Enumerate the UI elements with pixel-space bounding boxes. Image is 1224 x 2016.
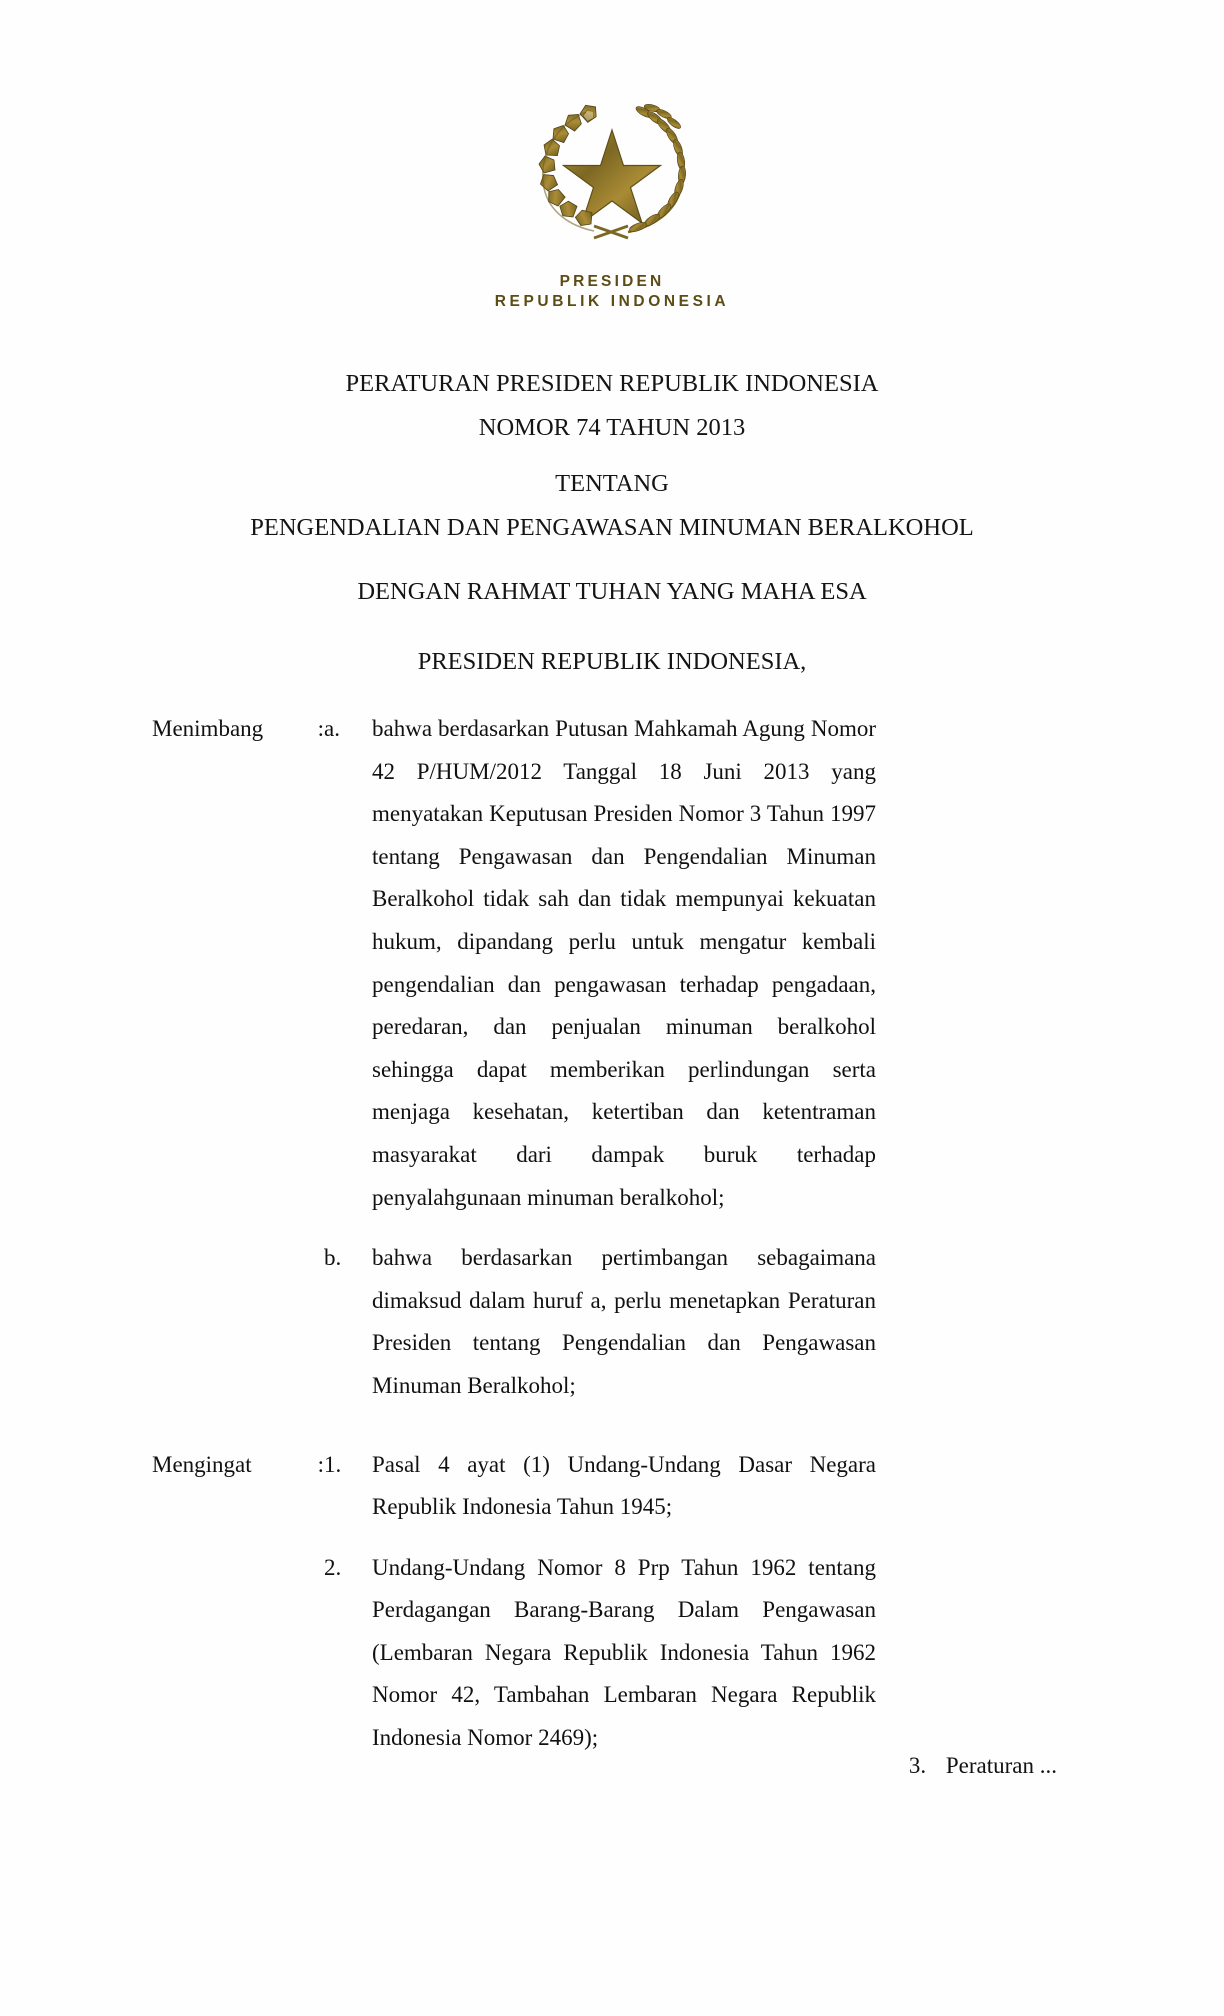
invocation-line: DENGAN RAHMAT TUHAN YANG MAHA ESA <box>357 578 867 605</box>
clause-gap <box>0 1219 1224 1237</box>
consideration-text-b: bahwa berdasarkan pertimbangan sebagaimana dimaksud dalam huruf a, perlu menetapkan Peraturan Presiden tentang Pengendalian dan Pengawasan Minuman Beralkohol; <box>372 1245 876 1398</box>
legal-basis-text-1: Pasal 4 ayat (1) Undang-Undang Dasar Negara Republik Indonesia Tahun 1945; <box>372 1451 876 1520</box>
regulation-number: NOMOR 74 TAHUN 2013 <box>478 414 746 441</box>
consideration-item-a <box>0 708 1224 1219</box>
emblem-caption <box>0 272 1224 312</box>
page-title: PERATURAN PRESIDEN REPUBLIK INDONESIA <box>345 370 879 397</box>
menimbang-label-cell <box>152 708 324 751</box>
emblem-caption-line2: REPUBLIK INDONESIA <box>494 293 730 310</box>
consideration-marker-b: b. <box>324 1245 342 1271</box>
menimbang-colon: : <box>317 716 324 741</box>
tentang-label: TENTANG <box>555 470 669 497</box>
page-catchword <box>0 1745 1224 1788</box>
document-title-block <box>0 362 1224 684</box>
emblem-block <box>0 92 1224 247</box>
consideration-text-a: bahwa berdasarkan Putusan Mahkamah Agung Nomor 42 P/HUM/2012 Tanggal 18 Juni 2013 yang menyatakan Keputusan Presiden Nomor 3 Tahun 1997 tentang Pengawasan dan Pengendalian Minuman Beralkohol tidak sah dan tidak mempunyai kekuatan hukum, dipandang perlu untuk mengatur kembali pengendalian dan pengawasan terhadap pengadaan, peredaran, dan penjualan minuman beralkohol sehingga dapat memberikan perlindungan serta menjaga kesehatan, ketertiban dan ketentraman masyarakat dari dampak buruk terhadap penyalahgunaan minuman beralkohol; <box>372 716 876 1210</box>
legal-basis-item-2 <box>0 1547 1224 1760</box>
regulation-subject: PENGENDALIAN DAN PENGAWASAN MINUMAN BERALKOHOL <box>250 514 974 541</box>
consideration-item-b <box>0 1237 1224 1407</box>
section-gap <box>0 1408 1224 1444</box>
emblem-caption-line1: PRESIDEN <box>559 273 665 290</box>
mengingat-label-cell <box>152 1444 324 1487</box>
menimbang-label: Menimbang <box>152 716 264 741</box>
legal-basis-marker-1: 1. <box>324 1451 342 1477</box>
document-body <box>0 708 1224 1760</box>
indonesia-presidential-emblem-icon <box>524 92 700 242</box>
legal-basis-marker-2: 2. <box>324 1554 342 1580</box>
legal-basis-item-1 <box>0 1444 1224 1529</box>
legal-basis-text-2: Undang-Undang Nomor 8 Prp Tahun 1962 tentang Perdagangan Barang-Barang Dalam Pengawasan (Lembaran Negara Republik Indonesia Tahun 1962 Nomor 42, Tambahan Lembaran Negara Republik Indonesia Nomor 2469); <box>372 1554 876 1751</box>
consideration-marker-a: a. <box>324 716 340 741</box>
catchword-marker: 3. <box>908 1753 927 1778</box>
issuing-authority: PRESIDEN REPUBLIK INDONESIA, <box>417 648 807 675</box>
clause-gap <box>0 1529 1224 1547</box>
mengingat-label: Mengingat <box>152 1451 252 1477</box>
mengingat-colon: : <box>317 1451 324 1477</box>
catchword-text: Peraturan ... <box>945 1753 1057 1778</box>
